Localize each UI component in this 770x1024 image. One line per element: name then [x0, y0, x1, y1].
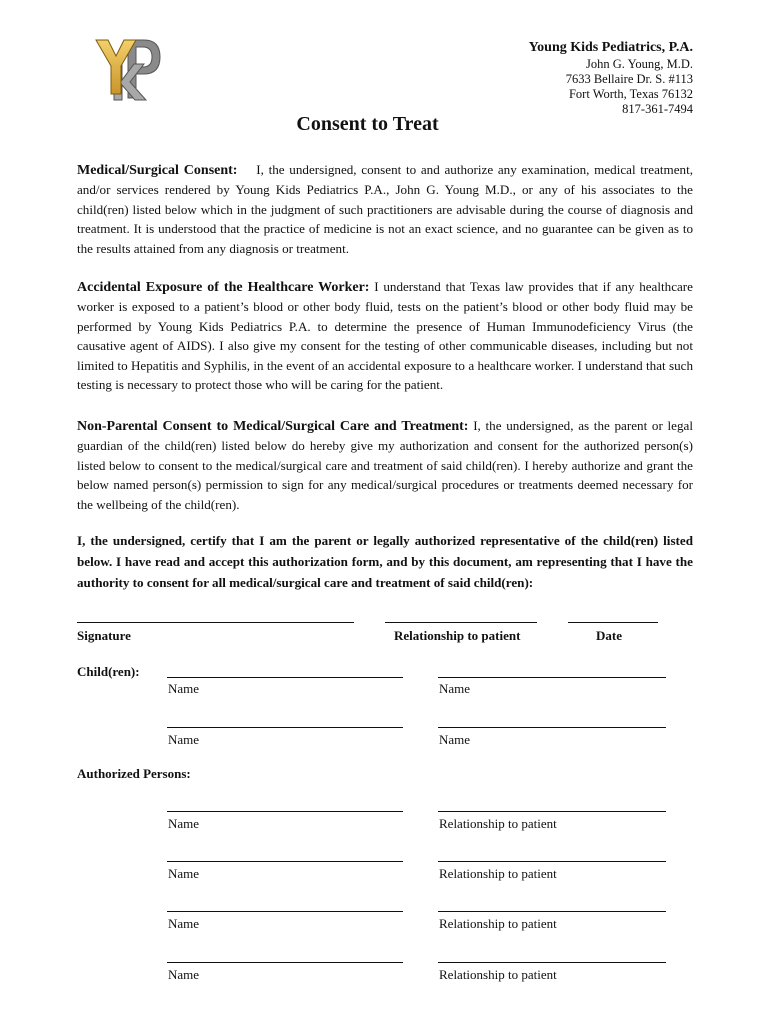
authorized-relationship-label: Relationship to patient	[439, 967, 557, 982]
phone-number: 817-361-7494	[622, 102, 693, 116]
children-label: Child(ren):	[77, 664, 140, 679]
medical-consent-heading: Medical/Surgical Consent:	[77, 163, 238, 178]
nonparental-section	[77, 416, 693, 514]
authorized-name-label: Name	[168, 866, 200, 881]
exposure-heading: Accidental Exposure of the Healthcare Worker:	[77, 280, 370, 295]
child-name-line[interactable]	[438, 727, 666, 728]
authorized-relationship-label: Relationship to patient	[439, 866, 557, 881]
authorized-persons-label: Authorized Persons:	[77, 766, 191, 781]
medical-consent-section	[77, 160, 693, 258]
authorized-relationship-label: Relationship to patient	[439, 916, 557, 931]
address-line-1: 7633 Bellaire Dr. S. #113	[565, 72, 693, 86]
child-name-label: Name	[439, 732, 471, 747]
child-name-line[interactable]	[167, 727, 403, 728]
date-line[interactable]	[568, 622, 658, 623]
signature-line[interactable]	[77, 622, 354, 623]
practice-info	[529, 38, 693, 117]
date-label: Date	[596, 628, 622, 643]
child-name-label: Name	[439, 681, 471, 696]
authorized-name-label: Name	[168, 967, 200, 982]
authorized-name-line[interactable]	[167, 911, 403, 912]
exposure-body: I understand that Texas law provides that if any healthcare worker is exposed to a patient’s blood or other body fluid, tests on the patient’s blood or other body fluid may be performed by Young Kids Pediatrics P.A. to determine the presence of Human Immunodeficiency Virus (the causative agent of AIDS). I also give my consent for the testing of other communicable diseases, including but not limited to Hepatitis and Syphilis, in the event of an accidental exposure to a healthcare worker. I understand that such testing is necessary to protect those who will be caring for the patient.	[77, 279, 693, 393]
child-name-line[interactable]	[438, 677, 666, 678]
authorized-relationship-line[interactable]	[438, 861, 666, 862]
page-title: Consent to Treat	[296, 113, 439, 135]
certification-statement: I, the undersigned, certify that I am the parent or legally authorized representative of the child(ren) listed below. I have read and accept this authorization form, and by this document, am representing that I have the authority to consent for all medical/surgical care and treatment of said child(ren):	[77, 533, 693, 590]
relationship-line[interactable]	[385, 622, 537, 623]
practice-name: Young Kids Pediatrics, P.A.	[528, 40, 693, 55]
logo-text: YKP	[92, 36, 95, 37]
signature-label: Signature	[77, 628, 131, 643]
authorized-name-line[interactable]	[167, 811, 403, 812]
child-name-label: Name	[168, 681, 200, 696]
medical-consent-body: I, the undersigned, consent to and authorize any examination, medical treatment, and/or services rendered by Young Kids Pediatrics P.A., John G. Young M.D., or any of his associates to the child(ren) listed below which in the judgment of such practitioners are advisable during the course of diagnosis and treatment. It is understood that the practice of medicine is not an exact science, and no guarantee can be given as to the results attained from any diagnosis or treatment.	[77, 162, 694, 256]
authorized-name-line[interactable]	[167, 861, 403, 862]
nonparental-body: I, the undersigned, as the parent or legal guardian of the child(ren) listed below do hereby give my authorization and consent for the authorized person(s) listed below to consent to the medical/surgical care and treatment of said child(ren). I hereby authorize and grant the below named person(s) permission to sign for any medical/surgical procedures or treatments deemed necessary for the wellbeing of the child(ren).	[77, 418, 693, 512]
authorized-relationship-line[interactable]	[438, 962, 666, 963]
child-name-label: Name	[168, 732, 200, 747]
authorized-relationship-label: Relationship to patient	[439, 816, 557, 831]
relationship-label: Relationship to patient	[394, 628, 521, 643]
authorized-relationship-line[interactable]	[438, 811, 666, 812]
ykp-logo	[92, 36, 164, 102]
doctor-name: John G. Young, M.D.	[586, 57, 693, 71]
authorized-name-line[interactable]	[167, 962, 403, 963]
address-line-2: Fort Worth, Texas 76132	[568, 87, 693, 101]
exposure-section	[77, 277, 693, 394]
authorized-name-label: Name	[168, 816, 200, 831]
child-name-line[interactable]	[167, 677, 403, 678]
authorized-relationship-line[interactable]	[438, 911, 666, 912]
authorized-name-label: Name	[168, 916, 200, 931]
nonparental-heading: Non-Parental Consent to Medical/Surgical Care and Treatment:	[77, 419, 469, 434]
